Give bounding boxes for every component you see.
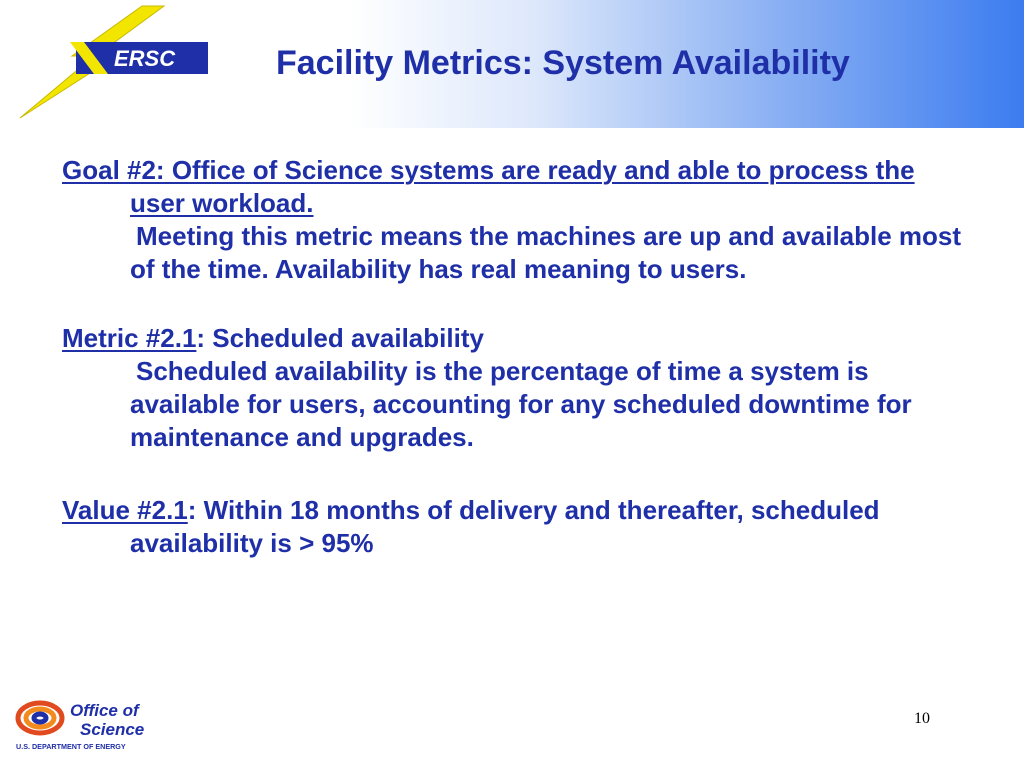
metric-description: Scheduled availability is the percentage of time a system is available for users, accounting for any scheduled downtime for maintenance and upgrades. bbox=[130, 356, 912, 452]
metric-text: : Scheduled availability bbox=[196, 323, 484, 353]
logo-line-doe: U.S. DEPARTMENT OF ENERGY bbox=[16, 742, 126, 751]
nersc-logo bbox=[14, 4, 214, 120]
goal-description: Meeting this metric means the machines are up and available most of the time. Availability has real meaning to users. bbox=[130, 221, 962, 284]
slide-header bbox=[0, 0, 1024, 128]
office-of-science-logo bbox=[14, 696, 184, 752]
value-heading bbox=[62, 494, 972, 560]
value-text: : Within 18 months of delivery and thereafter, scheduled availability is > 95% bbox=[130, 495, 880, 558]
page-number: 10 bbox=[914, 710, 930, 727]
nersc-logo-text: ERSC bbox=[114, 46, 176, 71]
doe-swirl-icon bbox=[18, 703, 62, 733]
logo-line-office: Office of bbox=[70, 701, 139, 720]
metric-label: Metric #2.1 bbox=[62, 323, 197, 353]
metric-heading bbox=[62, 322, 972, 355]
value-label: Value #2.1 bbox=[62, 495, 188, 525]
slide-body bbox=[62, 154, 972, 560]
goal-heading-text: Goal #2: Office of Science systems are ready and able to process the user workload. bbox=[62, 155, 915, 218]
logo-line-science: Science bbox=[80, 720, 145, 739]
goal-heading bbox=[62, 154, 972, 220]
slide-title: Facility Metrics: System Availability bbox=[276, 44, 850, 82]
